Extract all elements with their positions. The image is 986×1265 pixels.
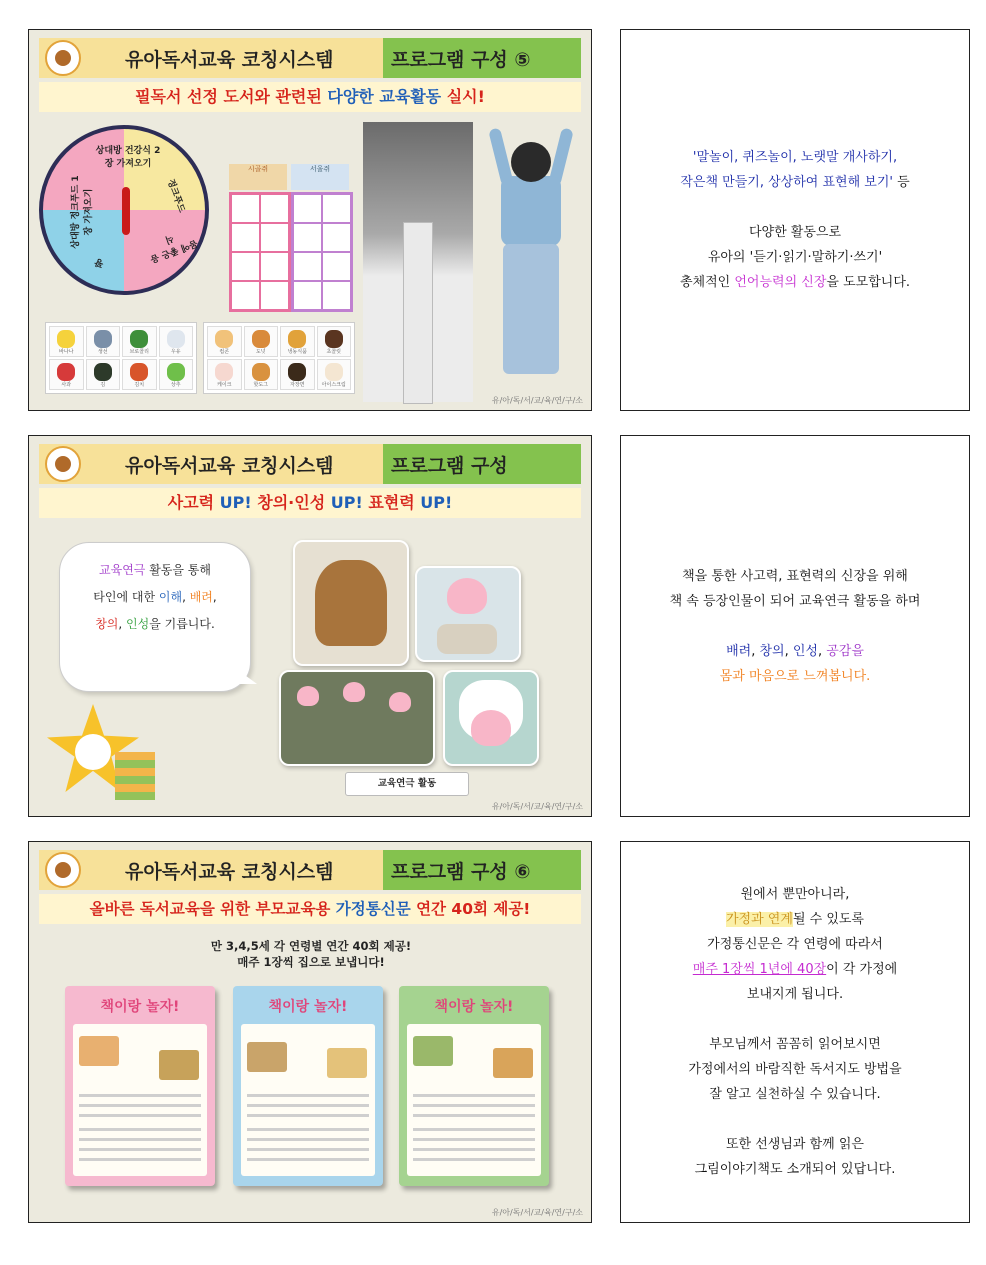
wheel-label: 상대방 건강식 2장 가져오기 [95,146,161,169]
note-line: 가정과 연계될 수 있도록 [726,912,864,927]
newsletter-pink: 책이랑 놀자! [65,986,215,1186]
title-right: 프로그램 구성 ⑥ [391,861,531,883]
note-line: 책을 통한 사고력, 표현력의 신장을 위해 [682,568,908,584]
note-line: 작은책 만들기, 상상하여 표현해 보기' 등 [680,175,910,190]
title-bar [39,38,581,78]
slide-program [28,435,592,817]
newsletter-green: 책이랑 놀자! [399,986,549,1186]
note-line: 다양한 활동으로 [748,225,842,240]
food-card: 생선 [86,326,121,357]
speech-bubble: 교육연극 활동을 통해 타인에 대한 이해, 배려, 창의, 인성을 기릅니다. [59,542,251,692]
grid-header: 서울쥐 [291,164,349,190]
food-card: 케이크 [207,359,242,390]
wheel-label: 정크푸드 [164,177,187,215]
footer-credit: 유/아/독/서/교/육/연/구/소 [491,1208,583,1217]
title-right: 프로그램 구성 [391,455,508,477]
subtitle: 사고력 UP! 창의·인성 UP! 표현력 UP! [39,488,581,518]
slide-program-6 [28,841,592,1223]
note-line: 배려, 창의, 인성, 공감을 [726,643,864,659]
footer-credit: 유/아/독/서/교/육/연/구/소 [491,396,583,405]
monkey-logo-icon [45,446,81,482]
food-card: 컵콘 [207,326,242,357]
food-card: 김치 [122,359,157,390]
note-line: 매주 1장씩 1년에 40장이 각 가정에 [692,962,898,977]
photo-caption: 교육연극 활동 [345,772,469,796]
note-program-5 [620,29,970,411]
wheel-label: 상대방 정크푸드 1장 가져오기 [71,175,94,249]
note-line: 가정에서의 바람직한 독서지도 방법을 [688,1062,902,1077]
drama-photo [415,566,521,662]
food-card: 도넛 [244,326,279,357]
food-card: 초콜릿 [317,326,352,357]
note-line: 원에서 뿐만아니라, [740,887,850,902]
food-card: 핫도그 [244,359,279,390]
roulette-wheel [39,125,209,295]
title-left: 유아독서교육 코칭시스템 [125,455,334,477]
title-left: 유아독서교육 코칭시스템 [125,49,334,71]
wheel-needle-icon [122,187,130,235]
food-card: 냉동식품 [280,326,315,357]
note-line: 부모님께서 꼼꼼히 읽어보시면 [709,1037,881,1052]
grid-header: 시골쥐 [229,164,287,190]
subtitle: 필독서 선정 도서와 관련된 다양한 교육활동 실시! [39,82,581,112]
wheel-label: 꽝 [93,255,106,269]
drama-photo [443,670,539,766]
sorting-grid [229,192,291,312]
drama-photo [279,670,435,766]
title-left: 유아독서교육 코칭시스템 [125,861,334,883]
note-line: 보내지게 됩니다. [746,987,844,1002]
child-photo [489,126,573,398]
food-card: 김 [86,359,121,390]
title-bar [39,444,581,484]
drama-photo [293,540,409,666]
note-line: 잘 알고 실천하실 수 있습니다. [709,1087,881,1102]
info-line: 만 3,4,5세 각 연령별 연간 40회 제공! [210,939,412,953]
note-line: '말놀이, 퀴즈놀이, 노랫말 개사하기, [692,150,898,165]
note-program [620,435,970,817]
note-line: 유아의 '듣기·읽기·말하기·쓰기' [707,250,883,265]
monkey-logo-icon [45,852,81,888]
food-card: 아이스크림 [317,359,352,390]
note-line: 몸과 마음으로 느껴봅니다. [719,668,871,684]
note-line: 그림이야기책도 소개되어 있답니다. [694,1162,896,1177]
slide-program-5 [28,29,592,411]
wheel-label: 몸에 좋은 음식 [148,232,199,264]
info-line: 매주 1장씩 집으로 보냅니다! [237,955,385,969]
note-line: 총체적인 언어능력의 신장을 도모합니다. [679,275,911,290]
monkey-logo-icon [45,40,81,76]
footer-credit: 유/아/독/서/교/육/연/구/소 [491,802,583,811]
food-card: 상추 [159,359,194,390]
note-program-6 [620,841,970,1223]
food-card: 브로콜리 [122,326,157,357]
elephant-trunk-photo [363,122,473,402]
note-line: 가정통신문은 각 연령에 따라서 [707,937,883,952]
title-bar [39,850,581,890]
food-cards-junk [203,322,355,394]
note-line: 책 속 등장인물이 되어 교육연극 활동을 하며 [669,593,921,609]
note-line: 또한 선생님과 함께 읽은 [726,1137,864,1152]
food-card: 우유 [159,326,194,357]
food-card: 사과 [49,359,84,390]
sorting-grid [291,192,353,312]
food-card: 자장면 [280,359,315,390]
color-bars-icon [115,752,155,800]
subtitle: 올바른 독서교육을 위한 부모교육용 가정통신문 연간 40회 제공! [39,894,581,924]
title-right: 프로그램 구성 ⑤ [391,49,531,71]
food-card: 바나나 [49,326,84,357]
newsletter-blue: 책이랑 놀자! [233,986,383,1186]
food-cards-healthy [45,322,197,394]
